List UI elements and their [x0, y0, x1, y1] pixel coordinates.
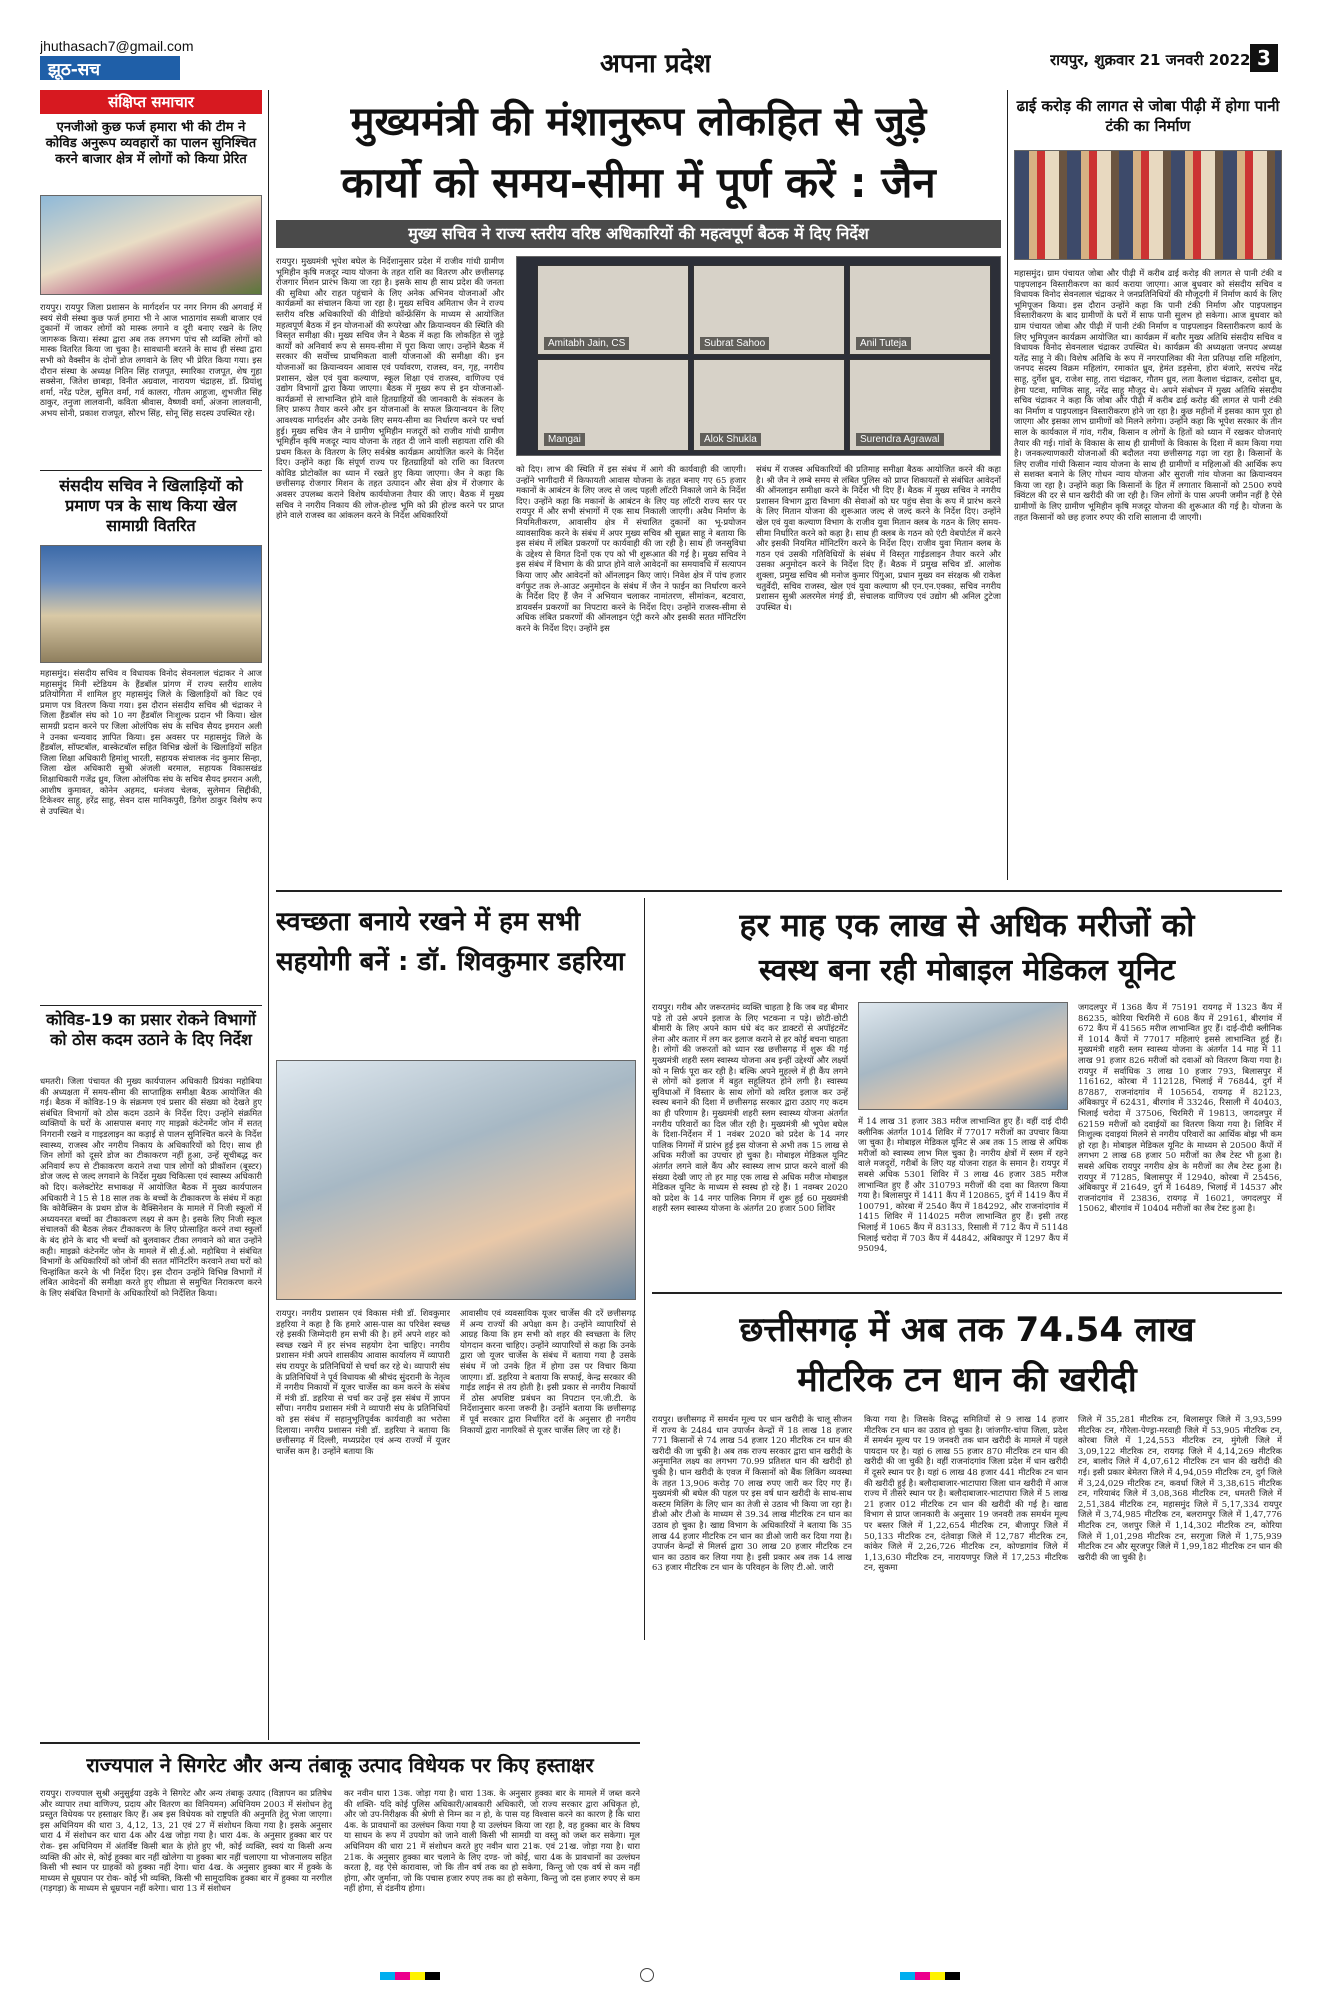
- left-column: [40, 90, 262, 1735]
- lead-story: [276, 90, 1001, 890]
- mmu-col3: जगदलपुर में 1368 कैंप में 75191 रायगढ़ में 1323 कैंप में 86235, कोरिया चिरमिरी में 608 कैंप में 29161, बीरगांव में 672 कैंप में 41565 मरीज लाभान्वित हुए हैं। दाई-दीदी क्लीनिक में 1014 कैंपों में 77017 महिलाएं इससे लाभान्वित हुई हैं। मुख्यमंत्री शहरी स्लम स्वास्थ्य योजना के अंतर्गत 14 माह में 11 लाख 91 हजार 826 मरीजों को दवाओं को वितरण किया गया है। रायपुर में सर्वाधिक 3 लाख 10 हजार 793, बिलासपुर में 116162, कोरबा में 112128, भिलाई में 76844, दुर्ग में 87887, राजनांदगांव में 105654, रायगढ़ में 82123, अंबिकापुर में 62431, बीरगांव में 33246, रिसाली में 40403, भिलाई चरोदा में 37506, चिरमिरी में 19813, जगदलपुर में 62159 मरीजों को दवाईयों का वितरण किया गया है। शिविर में निःशुल्क दवाइयां मिलने से नगरीय परिवारों का आर्थिक बोझ भी कम हो रहा है। मोबाइल मेडिकल यूनिट के माध्यम से 20500 कैंपों में लगभग 2 लाख 68 हजार 50 मरीजों का लैब टेस्ट भी हुआ है। सबसे अधिक रायपुर नगरीय क्षेत्र के मरीजों का लैब टेस्ट हुआ है। रायपुर में 71285, बिलासपुर में 12940, कोरबा में 25456, अंबिकापुर में 21649, दुर्ग में 16489, भिलाई में 14537 और राजनांदगांव में 23836, रायगढ़ में 16021, जगदलपुर में 15062, बीरगांव में 10404 मरीजों का लैब टेस्ट हुआ है।: [1078, 1002, 1282, 1214]
- paddy-col3: जिले में 35,281 मीटरिक टन, बिलासपुर जिले में 3,93,599 मीटरिक टन, गौरेला-पेण्ड्रा-मरवाही जिले में 53,905 मीटरिक टन, कोरबा जिले में 1,24,553 मीटरिक टन, मुंगेली जिले में 3,09,122 मीटरिक टन, रायगढ़ जिले में 4,14,269 मीटरिक टन, बालोद जिले में 4,07,612 मीटरिक टन धान की खरीदी की गई। इसी प्रकार बेमेतरा जिले में 4,94,059 मीटरिक टन, दुर्ग जिले में 3,24,029 मीटरिक टन, कवर्धा जिले में 3,38,615 मीटरिक टन, गरियाबंद जिले में 3,08,368 मीटरिक टन, धमतरी जिले में 2,51,384 मीटरिक टन, महासमुंद जिले में 5,17,334 रायपुर जिले में 3,74,985 मीटरिक टन, बलरामपुर जिले में 1,47,776 मीटरिक टन, जशपुर जिले में 1,14,302 मीटरिक टन, कोरिया जिले में 1,01,298 मीटरिक टन, सरगुजा जिले में 1,75,939 मीटरिक टन और सूरजपुर जिले में 1,99,182 मीटरिक टन धान की खरीदी की जा चुकी है।: [1078, 1414, 1282, 1562]
- lead-col2: को दिए। लाभ की स्थिति में इस संबंध में आगे की कार्यवाही की जाएगी। उन्होंने भागीदारी में किफायती आवास योजना के तहत बनाए गए 65 हजार मकानों के आबंटन के लिए जल्द से जल्द पहली लॉटरी निकाले जाने के निर्देश दिए। उन्होंने कहा कि मकानों के आबंटन के लिए यह लॉटरी राज्य स्तर पर रायपुर में और सभी संभागों में एक साथ निकाली जाएगी। अवैध निर्माण के नियमितीकरण, आवासीय क्षेत्र में संचालित दुकानों का भू-प्रयोजन व्यावसायिक करने के संबंध में अपर मुख्य सचिव श्री सुब्रत साहू ने बताया कि इस संबंध में लंबित प्रकरणों पर कार्यवाही की जा रही है। साथ ही जनसुविधा के उद्देश्य से विगत दिनों एक एप को भी शुरूआत की गई है। मुख्य सचिव ने इस संबंध में विभाग के की प्राप्त होने वाले आवेदनों का समयावधि में सत्यापन किया जाए और आवेदनों को ऑनलाइन किए जाएं। निवेश क्षेत्र में पांच हजार वर्गफुट तक ले-आउट अनुमोदन के संबंध में जैन ने फाईन का निर्धारण करने के निर्देश दिए हैं जैन ने अभियान चलाकर नामांतरण, सीमांकन, बटवारा, डायवर्सन प्रकरणों का निपटारा करने के निर्देश दिए। उन्होंने राजस्व-सीमा से अधिक लंबित प्रकरणों की ऑनलाइन एंट्री करने और इसकी सतत मॉनिटरिंग करने के निर्देश दिए। उन्होंने इस: [516, 464, 746, 633]
- dateline: रायपुर, शुक्रवार 21 जनवरी 2022: [1050, 51, 1251, 69]
- divider: [40, 1005, 262, 1006]
- swachhta-photo: [276, 1060, 636, 1300]
- email-text: jhuthasach7@gmail.com: [40, 38, 194, 54]
- lead-col1: रायपुर। मुख्यमंत्री भूपेश बघेल के निर्देशानुसार प्रदेश में राजीव गांधी ग्रामीण भूमिहीन कृषि मजदूर न्याय योजना के तहत राशि का वितरण और छत्तीसगढ़ रोजगार मिशन प्रारंभ किया जा रहा है। इसके साथ ही साथ प्रदेश की जनता की सुविधा और राहत पहुंचाने के लिए अनेक अभिनव योजनाओं और कार्यक्रमों का संचालन किया जा रहा है। मुख्य सचिव अमिताभ जैन ने राज्य स्तरीय वरिष्ठ अधिकारियों की वीडियो कॉन्फ्रेंसिंग के माध्यम से आयोजित महत्वपूर्ण बैठक में इन योजनाओं की रूपरेखा और क्रियान्वयन की स्थिति की विस्तृत समीक्षा की। मुख्य सचिव जैन ने बैठक में कहा कि लोकहित से जुड़े कार्यों को अनिवार्य रूप से समय-सीमा में पूरा किया जाए। उन्होंने बैठक में सरकार की सर्वोच्च प्राथमिकता वाली योजनाओं की समीक्षा की। इन योजनाओं का क्रियान्वयन आवास एवं पर्यावरण, राजस्व, वन, गृह, नगरीय प्रशासन, खेल एवं युवा कल्याण, स्कूल शिक्षा एवं राजस्व, वाणिज्य एवं उद्योग विभागों द्वारा किया जाएगा। बैठक में मुख्य रूप से इन योजनाओं-कार्यक्रमों से लाभान्वित होने वाले हितग्राहियों की जानकारी के संकलन के लिए प्रारूप तैयार करने और इन योजनाओं के सफल क्रियान्वयन के लिए आवश्यक मार्गदर्शन और उनके लिए समय-सीमा का निर्धारण करने पर चर्चा हुई। मुख्य सचिव जैन ने ग्रामीण भूमिहीन मजदूरों को राजीव गांधी ग्रामीण भूमिहीन कृषि मजदूर न्याय योजना के तहत दी जाने वाली सहायता राशि की प्रथम किश्त के वितरण के लिए सर्वश्रेष्ठ कार्यक्रम आयोजित करने के निर्देश दिए। उन्होंने कहा कि संपूर्ण राज्य पर हितग्राहियों को राशि का वितरण कोविड प्रोटोकॉल का ध्यान में रखते हुए किया जाएगा। जैन ने कहा कि छत्तीसगढ़ रोजगार मिशन के तहत उत्पादन और सेवा क्षेत्र में रोजगार के अवसर उपलब्ध कराने विशेष कार्ययोजना तैयार की जाए। बैठक में मुख्य सचिव ने नगरीय निकाय की लोज-होल्ड भूमि को फ्री होल्ड करने पर प्राप्त होने वाले राजस्व का आंकलन करने के निर्देश अधिकारियों: [276, 256, 504, 521]
- column-rule: [644, 898, 645, 1640]
- brief-news-title: संक्षिप्त समाचार: [40, 90, 262, 114]
- brand-logo: झूठ-सच: [40, 56, 180, 80]
- page-number: 3: [1250, 44, 1278, 72]
- color-bar: [900, 1972, 960, 1980]
- vc-tile: [693, 359, 845, 451]
- vc-tile: [537, 359, 689, 451]
- vc-name: Subrat Sahoo: [700, 337, 769, 350]
- swachhta-col1: रायपुर। नगरीय प्रशासन एवं विकास मंत्री डॉ. शिवकुमार डहरिया ने कहा है कि हमारे आस-पास का परिवेश स्वच्छ रहे इसकी जिम्मेदारी हम सभी की है। हमें अपने शहर को स्वच्छ रखने में हर संभव सहयोग देना चाहिए। नगरीय प्रशासन मंत्री अपने शासकीय आवास कार्यालय में व्यापारी संघ रायपुर के प्रतिनिधियों से चर्चा कर रहे थे। व्यापारी संघ के प्रतिनिधियों ने पूर्व विधायक श्री श्रीचंद सुंदरानी के नेतृत्व में नगरीय निकायों में यूजर चार्जेस का कम करने के संबंध में मंत्री डॉ. डहरिया से चर्चा कर उन्हें इस संबंध में ज्ञापन सौंपा। नगरीय प्रशासन मंत्री ने व्यापारी संघ के प्रतिनिधियों को इस संबंध में सहानुभूतिपूर्वक कार्यवाही का भरोसा दिलाया। नगरीय प्रशासन मंत्री डॉ. डहरिया ने बताया कि छत्तीसगढ़ में दिल्ली, मध्यप्रदेश एवं अन्य राज्यों में यूजर चार्जेस कम है। उन्होंने बताया कि: [276, 1308, 450, 1456]
- governor-story: [40, 1748, 640, 1943]
- vc-tile: [849, 265, 991, 355]
- water-headline: ढाई करोड़ की लागत से जोबा पीढ़ी में होगा पानी टंकी का निर्माण: [1016, 97, 1280, 135]
- vc-tile: [537, 265, 689, 355]
- brief-story1-headline: एनजीओ कुछ फर्ज हमारा भी की टीम ने कोविड अनुरूप व्यवहारों का पालन सुनिश्चित करने बाजार क्षेत्र में लोगों को किया प्रेरित: [45, 120, 257, 167]
- vc-name: Surendra Agrawal: [856, 433, 944, 446]
- paddy-headline-line1: छत्तीसगढ़ में अब तक 74.54 लाख: [739, 1310, 1195, 1350]
- brief-story3-body: धमतरी। जिला पंचायत की मुख्य कार्यपालन अधिकारी प्रियंका महोबिया की अध्यक्षता में समय-सीमा की साप्ताहिक समीक्षा बैठक आयोजित की गई। बैठक में कोविड-19 के संक्रमण एवं प्रसार की संख्या को देखते हुए संबंधित विभागों को ठोस कदम उठाने के निर्देश दिए। उन्होंने संक्रमित व्यक्तियों के घरों के आसपास बनाए गए माइक्रो कंटेनमेंट जोन में सतत् निगरानी रखने व गाइडलाइन का कड़ाई से पालन सुनिश्चित करने के निर्देश स्वास्थ्य, राजस्व और नगरीय निकाय के अधिकारियों को दिए। साथ ही जिन लोगों को दूसरे डोज का टीकाकरण नहीं हुआ, उन्हें सूचीबद्ध कर अनिवार्य रूप से टीकाकरण कराने तथा पात्र लोगों को प्रीकॉशन (बूस्टर) डोज जल्द से जल्द लगवाने के निर्देश मुख्य चिकित्सा एवं स्वास्थ्य अधिकारी को दिए। कलेक्टोरेट सभाकक्ष में आयोजित बैठक में मुख्य कार्यपालन अधिकारी ने 15 से 18 साल तक के बच्चों के टीकाकरण के संबंध में कहा कि कोवैक्सिन के प्रथम डोज के वैक्सिनेशन के मामले में निजी स्कूलों में अध्ययनरत बच्चों का टीकाकरण लक्ष्य से कम है। इसके लिए निजी स्कूल संचालकों की बैठक लेकर टीकाकरण के लिए प्रोत्साहित करने तथा स्कूलों के बंद होने के बाद भी बच्चों को बुलवाकर टीका लगवाने को बात उन्होंने कही। माइक्रो कंटेनमेंट जोन के मामले में सी.ई.ओ. महोबिया ने संबंधित विभागों के अधिकारियों को जोनों की सतत मॉनिटरिंग करवाने तथा घरों को चिन्हांकित करने के भी निर्देश दिए। इस दौरान उन्होंने विभिन्न विभागों में लंबित आवेदनों की समीक्षा करते हुए शीघ्रता से समुचित निराकरण करने के लिए संबंधित विभागों के अधिकारियों को निर्देशित किया।: [40, 1076, 262, 1298]
- governor-col1: रायपुर। राज्यपाल सुश्री अनुसुईया उइके ने सिगरेट और अन्य तंबाकू उत्पाद (विज्ञापन का प्रतिषेध और व्यापार तथा वाणिज्य, प्रदाय और वितरण का विनियमन) अधिनियम 2003 में संशोधन हेतु प्रस्तुत विधेयक पर हस्ताक्षर किए हैं। अब इस विधेयक को राष्ट्रपति की अनुमति हेतु भेजा जाएगा। इस अधिनियम की धारा 3, 4,12, 13, 21 एवं 27 में संशोधन किया गया है। इसके अनुसार धारा 4 में संशोधन कर धारा 4क और 4ख जोड़ा गया है। धारा 4क. के अनुसार हुक्का बार पर रोक- इस अधिनियम में अंतर्विष्ट किसी बात के होते हुए भी, कोई व्यक्ति, स्वयं या किसी अन्य व्यक्ति की ओर से, कोई हुक्का बार नहीं खोलेगा या हुक्का बार नहीं चलाएगा या भोजनालय सहित किसी भी स्थान पर ग्राहकों को हुक्का नहीं देगा। धारा 4ख. के अनुसार हुक्का बार में हुक्के के माध्यम से धूम्रपान पर रोक- कोई भी व्यक्ति, किसी भी सामुदायिक हुक्का बार में हुक्का या नरगील (गड़गड़ा) के माध्यम से धूम्रपान नहीं करेगा। धारा 13 में संशोधन: [40, 1788, 332, 1894]
- paddy-col2: किया गया है। जिसके विरुद्ध समितियों से 9 लाख 14 हजार मीटरिक टन धान का उठाव हो चुका है। जांजगीर-चांपा जिला, प्रदेश में समर्थन मूल्य पर 19 जनवरी तक धान खरीदी के मामले में पहले पायदान पर है। यहां 6 लाख 55 हजार 870 मीटरिक टन धान की खरीदी की जा चुकी है। वहीं राजनांदगांव जिला प्रदेश में धान खरीदी में दूसरे स्थान पर है। यहां 6 लाख 48 हजार 441 मीटरिक टन धान की खरीदी हुई है। बलौदाबाजार-भाटापारा जिला धान खरीदी में आज राज्य में तीसरे स्थान पर है। बलौदाबाजार-भाटापारा जिले में 5 लाख 21 हजार 012 मीटरिक टन धान की खरीदी की गई है। खाद्य विभाग से प्राप्त जानकारी के अनुसार 19 जनवरी तक समर्थन मूल्य पर बस्तर जिले में 1,22,654 मीटरिक टन, बीजापुर जिले में 50,133 मीटरिक टन, दंतेवाड़ा जिले में 12,787 मीटरिक टन, कांकेर जिले में 2,26,726 मीटरिक टन, कोण्डागांव जिले में 1,13,630 मीटरिक टन, नारायणपुर जिले में 17,253 मीटरिक टन, सुकमा: [864, 1414, 1068, 1573]
- section-rule: [652, 1292, 1282, 1294]
- lead-col3: संबंध में राजस्व अधिकारियों की प्रतिमाह समीक्षा बैठक आयोजित करने की कहा है। श्री जैन ने लम्बे समय से लंबित पुलिस को प्राप्त शिकायतों से संबंधित आवेदनों की ऑनलाइन समीक्षा करने के निर्देश भी दिए हैं। बैठक में मुख्य सचिव ने नगरीय प्रशासन विभाग द्वारा विभाग की सेवाओं को घर पहुंच सेवा के रूप में प्रारंभ करने के लिए मितान योजना की शुरूआत जल्द से जल्द करने के निर्देश दिए। उन्होंने खेल एवं युवा कल्याण विभाग के राजीव युवा मितान क्लब के गठन के लिए समय-सीमा निर्धारित करने को कहा है। साथ ही क्लब के गठन को एंटी वेबपोर्टल में करने और इसकी नियमित मॉनिटरिंग करने के निर्देश दिए। राजीव युवा मितान क्लब के गठन एवं उसकी गतिविधियों के संबंध में विस्तृत गाईडलाइन तैयार करने और उसका अनुमोदन करने के निर्देश दिए हैं। बैठक में प्रमुख सचिव डॉ. आलोक शुक्ला, प्रमुख सचिव श्री मनोज कुमार पिंगुआ, प्रधान मुख्य वन संरक्षक श्री राकेश चतुर्वेदी, सचिव राजस्व, खेल एवं युवा कल्याण श्री एन.एन.एक्का, सचिव नगरीय प्रशासन सुश्री अलरमेल मंगई डी, संचालक वाणिज्य एवं उद्योग श्री अनिल टुटेजा उपस्थित थे।: [756, 464, 1001, 612]
- lead-deck: मुख्य सचिव ने राज्य स्तरीय वरिष्ठ अधिकारियों की महत्वपूर्ण बैठक में दिए निर्देश: [276, 220, 1001, 248]
- governor-col2: कर नवीन धारा 13क. जोड़ा गया है। धारा 13क. के अनुसार हुक्का बार के मामले में जब्त करने की शक्ति- यदि कोई पुलिस अधिकारी/आबकारी अधिकारी, जो राज्य सरकार द्वारा अधिकृत हो, और जो उप-निरीक्षक की श्रेणी से निम्न का न हो, के पास यह विश्वास करने का कारण है कि धारा 4क. के प्रावधानों का उल्लंघन किया गया है या उल्लंघन किया जा रहा है, वह हुक्का बार के विषय या साधन के रूप में उपयोग को जाने वाली किसी भी सामग्री या वस्तु को जब्त कर सकेगा। मूल अधिनियम की धारा 21 में संशोधन करते हुए नवीन धारा 21क. एवं 21ख. जोड़ा गया है। धारा 21क. के अनुसार हुक्का बार चलाने के लिए दण्ड- जो कोई, धारा 4क के प्रावधानों का उल्लंघन करता है, वह ऐसे कारावास, जो कि तीन वर्ष तक का हो सकेगा, किन्तु जो एक वर्ष से कम नहीं होगा, और जुर्माना, जो कि पचास हजार रुपए तक का हो सकेगा, किन्तु जो दस हजार रुपए से कम नहीं होगा, से दंडनीय होगा।: [344, 1788, 640, 1894]
- swachhta-col2: आवासीय एवं व्यवसायिक यूजर चार्जेस की दरें छत्तीसगढ़ में अन्य राज्यों की अपेक्षा कम है। उन्होंने व्यापारियों से आग्रह किया कि हम सभी को शहर की स्वच्छता के लिए योगदान करना चाहिए। उन्होंने व्यापारियों से कहा कि उनके द्वारा जो यूजर चार्जेस के संबंध में बताया गया है उसके संबंध में जो उनके हित में होगा उस पर विचार किया जाएगा। डॉ. डहरिया ने बताया कि सफाई, केन्द्र सरकार की गाईड लाईन से तय होती है। इसी प्रकार से नगरीय निकायों में ठोस अपशिष्ट प्रबंधन का निपटान एन.जी.टी. के निर्देशानुसार करना जरूरी है। उन्होंने बताया कि छत्तीसगढ़ में पूर्व सरकार द्वारा निर्धारित दरों के अनुसार ही नगरीय निकायों द्वारा नागरिकों से यूजर चार्जेस लिए जा रहे हैं।: [460, 1308, 636, 1435]
- section-rule: [276, 890, 1282, 892]
- divider: [40, 470, 262, 471]
- swachhta-headline: स्वच्छता बनाये रखने में हम सभी सहयोगी बनें : डॉ. शिवकुमार डहरिया: [276, 907, 625, 977]
- brief-story1-body: रायपुर। रायपुर जिला प्रशासन के मार्गदर्शन पर नगर निगम की अगवाई में स्वयं सेवी संस्था कुछ फर्ज हमारा भी ने आज भाठागांव सब्जी बाजार एवं दुकानों में जाकर लोगों को मास्क लगाने व दूरी बनाए रखने के लिए जागरूक किया। संस्था द्वारा अब तक लगभग पांच सौ व्यक्ति लोगों को मास्क वितरित किया जा चुका है। सावधानी बरतने के साथ ही संस्था द्वारा सभी को वैक्सीन के दोनों डोज लगवाने के लिए भी प्रेरित किया गया। इस दौरान संस्था के अध्यक्ष नितिन सिंह राजपूत, स्मारिका राजपूत, शेष गुहा सक्सेना, जितेश छाबड़ा, विनीत अग्रवाल, नारायण चंद्राहस, डॉ. प्रियांशु शर्मा, नरेंद्र पटेल, सुमित वर्मा, गर्व कालरा, गौतम आहूजा, शुभजीत सिंह ठाकुर, तनुजा लालवानी, कविता श्रीवास, वैष्णवी वर्मा, अंजना लालवानी, अभय सोनी, प्रकाश राजपूत, सौरभ सिंह, सोनू सिंह सदस्य उपस्थित रहे।: [40, 302, 262, 418]
- paddy-story: [652, 1300, 1282, 1740]
- swachhta-story: [276, 898, 636, 1638]
- vc-name: Anil Tuteja: [856, 337, 911, 350]
- vc-name: Alok Shukla: [700, 433, 761, 446]
- governor-headline: राज्यपाल ने सिगरेट और अन्य तंबाकू उत्पाद विधेयक पर किए हस्ताक्षर: [86, 1753, 594, 1777]
- lead-headline-line1: मुख्यमंत्री की मंशानुरूप लोकहित से जुड़े: [350, 99, 927, 145]
- mmu-photo: [858, 1002, 1068, 1110]
- column-rule: [1007, 90, 1008, 880]
- mmu-col1: रायपुर। गरीब और जरूरतमंद व्यक्ति चाहता है कि जब वह बीमार पड़े तो उसे अपने इलाज के लिए भटकना न पड़े। छोटी-छोटी बीमारी के लिए अपने काम धंधे बंद कर डाक्टरों से अपॉइंटमेंट लेना और कतार में लग कर इलाज कराने से हर कोई बचना चाहता है। लोगों की जरूरतों को ध्यान रख छत्तीसगढ़ में शुरू की गई मुख्यमंत्री शहरी स्लम स्वास्थ्य योजना अब इन्हीं उद्देश्यों और लक्ष्यों को न सिर्फ पूरा कर रही है। बल्कि अपने मुहल्ले में ही कैंप लगने से लोगों को इलाज में बहुत सहूलियत होने लगी है। स्वास्थ्य सुविधाओं में विस्तार के साथ लोगों को त्वरित इलाज कर उन्हें स्वस्थ बनाने की दिशा में छत्तीसगढ़ सरकार द्वारा उठाए गए कदम का ही परिणाम है। मुख्यमंत्री शहरी स्लम स्वास्थ्य योजना अंतर्गत नगरीय परिवारों का दिल जीत रही है। मुख्यमंत्री श्री भूपेश बघेल के दिशा-निर्देशन में 1 नवंबर 2020 को प्रदेश के 14 नगर पालिक निगमों में प्रारंभ हुई इस योजना से अभी तक 15 लाख से अधिक मरीजों का उपचार हो चुका है। मोबाइल मेडिकल यूनिट अंतर्गत लगने वाले कैंप और स्वास्थ्य लाभ प्राप्त करने वालों की संख्या देखी जाए तो हर माह एक लाख से अधिक मरीज मोबाइल मेडिकल यूनिट के माध्यम से स्वस्थ हो रहे हैं। 1 नवम्बर 2020 को प्रदेश के 14 नगर पालिक निगम में शुरू हुई 60 मुख्यमंत्री शहरी स्लम स्वास्थ्य योजना के अंतर्गत 20 हजार 500 शिविर: [652, 1002, 848, 1214]
- registration-mark: [640, 1968, 654, 1982]
- brief-story3-headline: कोविड-19 का प्रसार रोकने विभागों को ठोस कदम उठाने के दिए निर्देश: [46, 1010, 256, 1049]
- mmu-story: [652, 898, 1282, 1288]
- mmu-col2: में 14 लाख 31 हजार 383 मरीज लाभान्वित हुए हैं। वहीं दाई दीदी क्लीनिक अंतर्गत 1014 शिविर में 77017 मरीजों का उपचार किया जा चुका है। मोबाइल मेडिकल यूनिट से अब तक 15 लाख से अधिक मरीजों को स्वास्थ्य लाभ मिल चुका है। नगरीय क्षेत्रों में स्लम में रहने वाले मजदूरों, गरीबों के लिए यह योजना राहत के समान है। रायपुर में सबसे अधिक 5301 शिविर में 3 लाख 46 हजार 385 मरीज लाभान्वित हुए हैं और 310793 मरीजों की दवा का वितरण किया गया है। बिलासपुर में 1411 कैंप में 120865, दुर्ग में 1419 कैंप में 100791, कोरबा में 2540 कैंप में 184292, और राजनांदगांव में 1415 शिविर में 114025 मरीज लाभान्वित हुए हैं। इसी तरह भिलाई में 1065 कैंप में 83133, रिसाली में 712 कैंप में 51148 भिलाई चरोदा में 703 कैंप में 44842, अंबिकापुर में 1297 कैंप में 95094,: [858, 1116, 1068, 1254]
- vc-tile: [849, 359, 991, 451]
- vc-name: Amitabh Jain, CS: [544, 337, 629, 350]
- section-name: अपना प्रदेश: [600, 49, 712, 79]
- mmu-headline-line1: हर माह एक लाख से अधिक मरीजों को: [739, 906, 1195, 944]
- lead-headline-line2: कार्यो को समय-सीमा में पूर्ण करें : जैन: [341, 158, 936, 207]
- brief-story2-photo: [40, 545, 262, 663]
- water-body: महासमुंद। ग्राम पंचायत जोबा और पीढ़ी में करीब ढाई करोड़ की लागत से पानी टंकी व पाइपलाइन विस्तारीकरण का कार्य कराया जाएगा। आज बुधवार को संसदीय सचिव व विधायक विनोद सेवनलाल चंद्राकर ने जनप्रतिनिधियों की मौजूदगी में निर्माण कार्य के लिए भूमिपूजन किया। इस दौरान उन्होंने कहा कि पानी टंकी निर्माण और पाइपलाइन विस्तारीकरण के बाद ग्रामीणों के घरों में साफ पानी सुलभ हो सकेगा। आज बुधवार को ग्राम पंचायत जोबा और पीढ़ी में पानी टंकी निर्माण व पाइपलाइन विस्तारीकरण कार्य के लिए भूमिपूजन कार्यक्रम आयोजित था। कार्यक्रम में बतौर मुख्य अतिथि संसदीय सचिव व विधायक विनोद सेवनलाल चंद्राकर उपस्थित थे। कार्यक्रम की अध्यक्षता जनपद अध्यक्ष यतेंद्र साहू ने की। विशेष अतिथि के रूप में नगरपालिका की नेता प्रतिपक्ष राशि महिलांग, जनपद सदस्य विक्रम महिलांग, रमाकांत ध्रुव, हेमंत डड़सेना, होरा बंजारे, सरपंच नरेंद्र साहू, दुर्गेश ध्रुव, राजेश साहू, तारा चंद्राकर, गौतम ध्रुव, लता कैलाश चंद्राकर, दसोदा ध्रुव, हेमा पटवा, माणिक साहू, नरेंद्र साहू मौजूद थे। अपने संबोधन में मुख्य अतिथि संसदीय सचिव चंद्राकर ने कहा कि जोबा और पीढ़ी में करीब ढाई करोड़ की लागत से पानी टंकी का निर्माण व पाइपलाइन विस्तारीकरण होने जा रहा है। कुछ महीनों में इसका काम पूरा हो जाएगा और इसका लाभ ग्रामीणों को मिलने लगेगा। उन्होंने कहा कि भूपेश सरकार के तीन साल के कार्यकाल में गांव, गरीब, किसान व लोगों के हितों को ध्यान में रखकर योजनाएं तैयार की गई। गांवों के विकास के साथ ही ग्रामीणों के विकास के दिशा में काम किया गया है। जनकल्याणकारी योजनाओं की बदौलत नया छत्तीसगढ़ गढ़ा जा रहा है। किसानों के लिए राजीव गांधी किसान न्याय योजना के साथ ही ग्रामीणों व महिलाओं की आर्थिक रूप से सशक्त बनाने के लिए गोधन न्याय योजना और सुराजी गांव योजना का क्रियान्वयन किया जा रहा है। उन्होंने कहा कि किसानों के हित में लगातार किसानों को 2500 रुपये क्विंटल की दर से धान खरीदी की जा रही है। जिन लोगों के पास अपनी जमीन नहीं है ऐसे ग्रामीणों के लिए ग्रामीण भूमिहीन कृषि मजदूर योजना की शुरूआत की गई है। योजना के तहत किसानों को छह हजार रुपए की राशि सालाना दी जाएगी।: [1014, 268, 1282, 522]
- paddy-headline-line2: मीटरिक टन धान की खरीदी: [797, 1360, 1137, 1400]
- masthead: [0, 0, 1323, 80]
- vc-tile: [693, 265, 845, 355]
- water-tank-story: [1014, 90, 1282, 880]
- brief-story1-photo: [40, 195, 262, 295]
- column-rule: [268, 90, 269, 1740]
- mmu-headline-line2: स्वस्थ बना रही मोबाइल मेडिकल यूनिट: [758, 953, 1176, 988]
- water-photo: [1014, 150, 1282, 260]
- paddy-col1: रायपुर। छत्तीसगढ़ में समर्थन मूल्य पर धान खरीदी के चालू सीजन में राज्य के 2484 धान उपार्जन केन्द्रों में 18 लाख 18 हजार 771 किसानों से 74 लाख 54 हजार 120 मीटरिक टन धान की खरीदी की जा चुकी है। अब तक राज्य सरकार द्वारा धान खरीदी के अनुमानित लक्ष्य का लगभग 70.99 प्रतिशत धान की खरीदी हो चुकी है। धान खरीदी के एवज में किसानों को बैंक लिकिंग व्यवस्था के तहत 13,906 करोड़ 70 लाख रुपए जारी कर दिए गए हैं। मुख्यमंत्री श्री बघेल की पहल पर इस वर्ष धान खरीदी के साथ-साथ कस्टम मिलिंग के लिए धान का तेजी से उठाव भी किया जा रहा है। डीओ और टीओ के माध्यम से 39.34 लाख मीटरिक टन धान का उठाव हो चुका है। खाद्य विभाग के अधिकारियों ने बताया कि 35 लाख 44 हजार मीटरिक टन धान का डीओ जारी कर दिया गया है। उपार्जन केन्द्रों से मिलर्स द्वारा 30 लाख 20 हजार मीटरिक टन धान का उठाव कर लिया गया है। इसी प्रकार अब तक 14 लाख 63 हजार मीटरिक टन धान के परिवहन के लिए टी.ओ. जारी: [652, 1414, 852, 1573]
- color-bar: [380, 1972, 440, 1980]
- brief-story2-headline: संसदीय सचिव ने खिलाड़ियों को प्रमाण पत्र के साथ किया खेल सामाग्री वितरित: [59, 476, 243, 535]
- lead-video-conference-photo: [516, 256, 1001, 456]
- vc-name: Mangai: [544, 433, 585, 446]
- section-rule: [40, 1742, 640, 1744]
- brief-story2-body: महासमुंद। संसदीय सचिव व विधायक विनोद सेवनलाल चंद्राकर ने आज महासमुंद मिनी स्टेडियम के हैंडबॉल प्रांगण में राज्य स्तरीय शालेय प्रतियोगिता में शामिल हुए महासमुंद जिले के खिलाड़ियों को किट एवं प्रमाण पत्र वितरण किया गया। इस दौरान संसदीय सचिव श्री चंद्राकर ने जिला हैंडबॉल संघ को 10 नग हैंडबॉल निःशुल्क प्रदान भी किया। खेल सामग्री प्रदान करने पर जिला ओलंपिक संघ के सचिव सैयद इमरान अली ने उनका धन्यवाद ज्ञापित किया। इस अवसर पर महासमुंद जिले के हैंडबॉल, सॉफ्टबॉल, बास्केटबॉल सहित विभिन्न खेलों के खिलाड़ियों सहित जिला शिक्षा अधिकारी हिमांशु भारती, सहायक संचालक नंद कुमार सिन्हा, जिला खेल अधिकारी सुश्री अंजली बरमाल, सहायक विकासखंड शिक्षाधिकारी गजेंद्र ध्रुव, जिला ओलंपिक संघ के सचिव सैयद इमरान अली, आशीष कुमावत, कोनेन अहमद, धनंजय चेलक, सुलेमान सिद्दीकी, टिकेश्वर साहू, हरेंद्र साहू, सेवन दास मानिकपुरी, डिगेश ठाकुर विशेष रूप से उपस्थित थे।: [40, 668, 262, 816]
